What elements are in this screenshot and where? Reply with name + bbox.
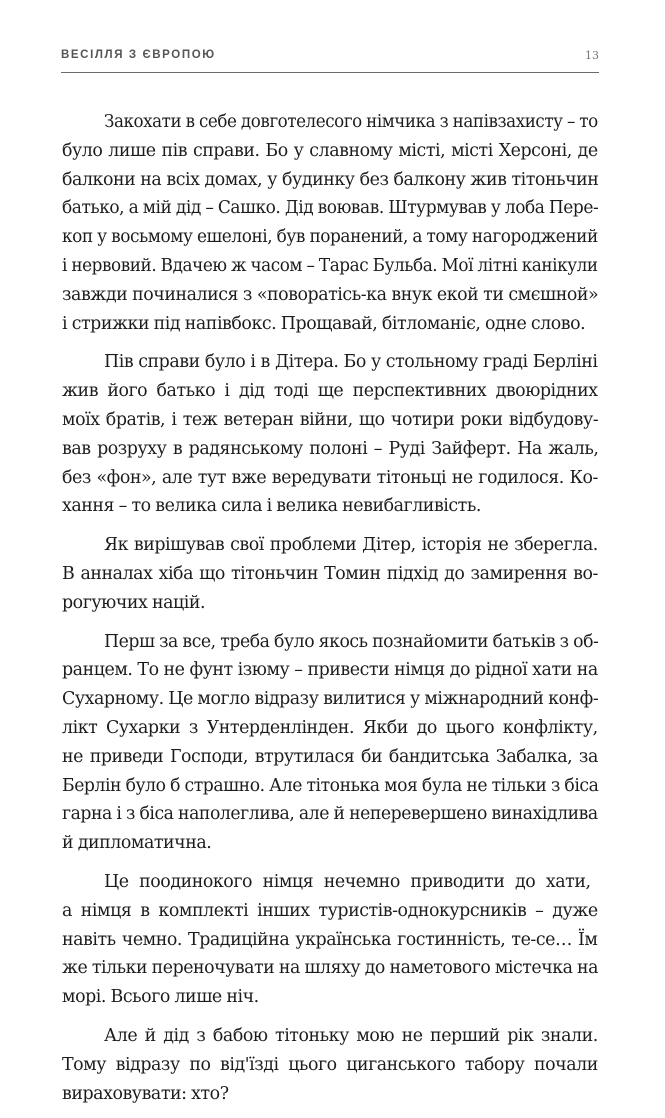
text-line: без «фон», але тут вже вередувати тітоньці не годилося. Ко-	[62, 467, 598, 488]
paragraph	[62, 531, 598, 617]
text-line: лікт Сухарки з Унтерденлінден. Якби до цього конфлікту,	[62, 717, 598, 738]
text-line: і стрижки під напівбокс. Прощавай, бітломаніє, одне слово.	[62, 313, 586, 334]
text-line: Закохати в себе довготелесого німчика з напівзахисту – то	[104, 112, 598, 132]
paragraph	[62, 1022, 598, 1108]
text-line: Перш за все, треба було якось познайомити батьків з об-	[104, 631, 599, 652]
text-line: а німця в комплекті інших туристів-однокурсників – дуже	[62, 900, 598, 921]
text-line: хання – то велика сила і велика невибагливість.	[62, 496, 481, 517]
text-line: було лише пів справи. Бо у славному місті, місті Херсоні, де	[62, 140, 598, 161]
text-line: Сухарному. Це могло відразу вилитися у міжнародний конф-	[62, 689, 599, 710]
page-number: 13	[585, 49, 599, 62]
text-line: моїх братів, і теж ветеран війни, що чотири роки відбудову-	[62, 409, 599, 430]
paragraph	[62, 348, 598, 521]
text-line: коп у восьмому ешелоні, був поранений, а тому нагороджений	[62, 227, 598, 248]
text-line: Але й дід з бабою тітоньку мою не перший рік знали.	[104, 1025, 598, 1046]
text-line: батько, а мій дід – Сашко. Дід воював. Штурмував у лоба Пере-	[62, 198, 599, 219]
text-line: В анналах хіба що тітоньчин Томин підхід до замирення во-	[62, 563, 598, 584]
text-line: навіть чемно. Традиційна українська гостинність, те-се… Їм	[62, 929, 598, 950]
text-line: рогуючих націй.	[62, 592, 206, 613]
paragraph	[62, 628, 598, 858]
text-line: вираховувати: хто?	[62, 1083, 229, 1104]
text-line: Берлін було б страшно. Але тітонька моя була не тільки з біса	[62, 775, 599, 796]
text-line: завжди починалися з «поворатісь-ка внук екой ти смєшной»	[62, 284, 599, 305]
text-line: балкони на всіх домах, у будинку без балкону жив тітоньчин	[62, 169, 599, 190]
paragraph	[62, 868, 598, 1012]
text-line: Як вирішував свої проблеми Дітер, історія не зберегла.	[104, 535, 598, 556]
text-line: Це поодинокого німця нечемно приводити до хати,	[104, 871, 591, 892]
body-text	[62, 108, 598, 1118]
text-line: гарна і з біса наполеглива, але й неперевершено винахідлива	[62, 804, 598, 825]
text-line: морі. Всього лише ніч.	[62, 987, 259, 1008]
text-line: Тому відразу по від'їзді цього циганського табору почали	[62, 1054, 598, 1075]
text-line: не приведи Господи, втрутилася би бандитська Забалка, за	[62, 746, 598, 767]
running-header	[61, 46, 599, 73]
text-line: же тільки переночувати на шляху до наметового містечка на	[62, 958, 599, 979]
text-line: жив його батько і дід тоді ще перспективних двоюрідних	[62, 381, 598, 402]
text-line: й дипломатична.	[62, 833, 212, 854]
paragraph	[62, 108, 598, 338]
book-title: ВЕСІЛЛЯ З ЄВРОПОЮ	[61, 49, 216, 61]
text-line: вав розруху в радянському полоні – Руді Зайферт. На жаль,	[62, 438, 599, 459]
text-line: і нервовий. Вдачею ж часом – Тарас Бульба. Мої літні канікули	[62, 255, 598, 276]
text-line: Пів справи було і в Дітера. Бо у стольному граді Берліні	[104, 352, 598, 373]
text-line: ранцем. То не фунт ізюму – привести німця до рідної хати на	[62, 660, 598, 681]
